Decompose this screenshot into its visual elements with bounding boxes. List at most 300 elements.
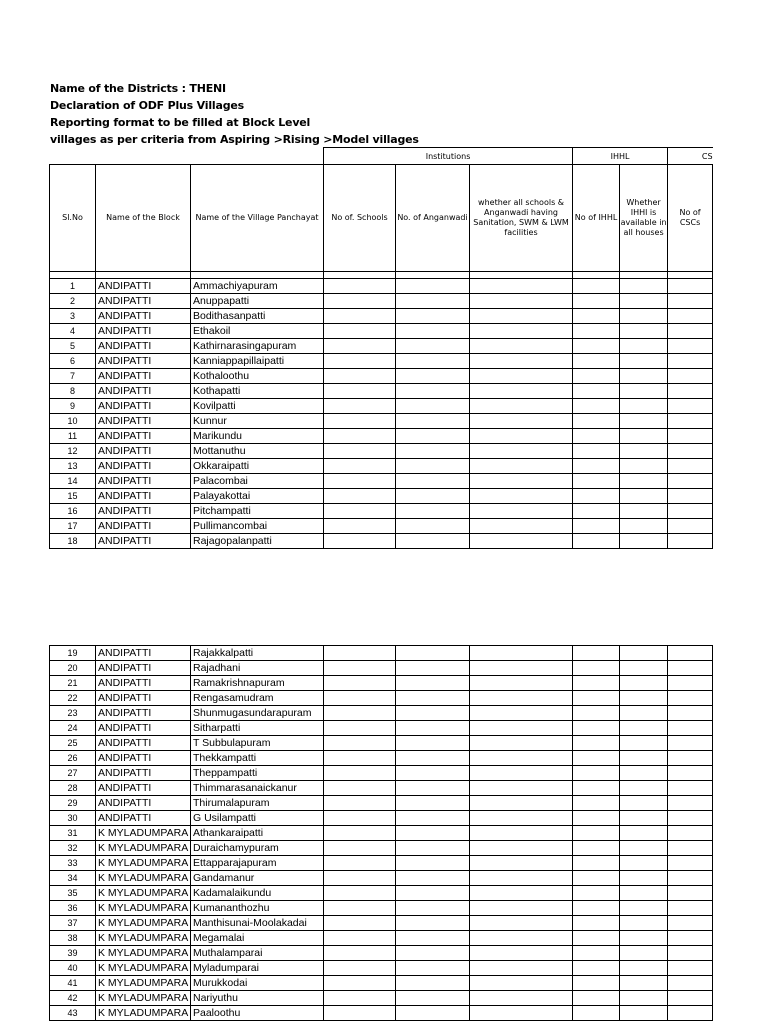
table-row [50, 429, 713, 444]
cell-block: ANDIPATTI [96, 444, 191, 459]
cell-empty[interactable] [470, 691, 573, 706]
cell-empty[interactable] [573, 961, 620, 976]
cell-empty[interactable] [668, 736, 713, 751]
cell-village: T Subbulapuram [191, 736, 324, 751]
cell-empty[interactable] [668, 444, 713, 459]
cell-empty[interactable] [668, 991, 713, 1006]
cell-empty[interactable] [620, 946, 668, 961]
cell-empty[interactable] [573, 504, 620, 519]
cell-empty[interactable] [668, 354, 713, 369]
cell-empty[interactable] [396, 399, 470, 414]
cell-empty[interactable] [573, 811, 620, 826]
cell-empty[interactable] [668, 706, 713, 721]
cell-empty[interactable] [573, 429, 620, 444]
cell-empty[interactable] [470, 504, 573, 519]
cell-empty[interactable] [396, 856, 470, 871]
cell-empty[interactable] [573, 691, 620, 706]
cell-block: ANDIPATTI [96, 354, 191, 369]
cell-empty[interactable] [470, 354, 573, 369]
cell-empty[interactable] [620, 279, 668, 294]
cell-empty[interactable] [573, 369, 620, 384]
cell-empty[interactable] [668, 399, 713, 414]
cell-empty[interactable] [573, 931, 620, 946]
cell-empty[interactable] [668, 414, 713, 429]
cell-empty[interactable] [668, 691, 713, 706]
cell-empty[interactable] [470, 399, 573, 414]
cell-empty[interactable] [620, 886, 668, 901]
cell-empty[interactable] [573, 489, 620, 504]
cell-empty[interactable] [470, 721, 573, 736]
cell-empty[interactable] [396, 961, 470, 976]
cell-empty[interactable] [324, 474, 396, 489]
cell-empty[interactable] [470, 474, 573, 489]
table-row [50, 489, 713, 504]
cell-empty[interactable] [324, 931, 396, 946]
cell-empty[interactable] [324, 961, 396, 976]
cell-empty[interactable] [668, 976, 713, 991]
cell-empty[interactable] [324, 354, 396, 369]
cell-village: Sitharpatti [191, 721, 324, 736]
cell-empty[interactable] [470, 976, 573, 991]
cell-block: ANDIPATTI [96, 534, 191, 549]
cell-empty[interactable] [573, 946, 620, 961]
cell-empty[interactable] [573, 856, 620, 871]
cell-empty[interactable] [573, 279, 620, 294]
cell-empty[interactable] [470, 324, 573, 339]
cell-empty[interactable] [668, 429, 713, 444]
cell-empty[interactable] [470, 534, 573, 549]
cell-empty[interactable] [668, 534, 713, 549]
cell-empty[interactable] [620, 504, 668, 519]
cell-empty[interactable] [324, 519, 396, 534]
cell-empty[interactable] [324, 901, 396, 916]
cell-empty[interactable] [668, 751, 713, 766]
cell-empty[interactable] [620, 796, 668, 811]
cell-empty[interactable] [620, 856, 668, 871]
cell-empty[interactable] [324, 991, 396, 1006]
cell-empty[interactable] [620, 309, 668, 324]
cell-empty[interactable] [668, 459, 713, 474]
cell-village: Bodithasanpatti [191, 309, 324, 324]
cell-empty[interactable] [620, 781, 668, 796]
cell-empty[interactable] [668, 369, 713, 384]
cell-empty[interactable] [396, 339, 470, 354]
cell-empty[interactable] [470, 444, 573, 459]
cell-empty[interactable] [470, 916, 573, 931]
cell-empty[interactable] [620, 826, 668, 841]
cell-empty[interactable] [620, 976, 668, 991]
cell-empty[interactable] [573, 1006, 620, 1021]
cell-empty[interactable] [573, 519, 620, 534]
cell-empty[interactable] [668, 901, 713, 916]
cell-empty[interactable] [470, 706, 573, 721]
cell-empty[interactable] [396, 369, 470, 384]
cell-empty[interactable] [668, 474, 713, 489]
cell-empty[interactable] [573, 916, 620, 931]
table-row [50, 279, 713, 294]
cell-empty[interactable] [396, 811, 470, 826]
cell-empty[interactable] [396, 504, 470, 519]
cell-block: K MYLADUMPARA [96, 841, 191, 856]
cell-empty[interactable] [324, 309, 396, 324]
table-row [50, 474, 713, 489]
cell-empty[interactable] [396, 354, 470, 369]
cell-empty[interactable] [324, 796, 396, 811]
cell-empty[interactable] [396, 766, 470, 781]
cell-empty[interactable] [396, 444, 470, 459]
cell-empty[interactable] [324, 706, 396, 721]
cell-empty[interactable] [396, 324, 470, 339]
cell-empty[interactable] [668, 504, 713, 519]
cell-empty[interactable] [620, 489, 668, 504]
cell-empty[interactable] [396, 676, 470, 691]
cell-empty[interactable] [620, 991, 668, 1006]
cell-slno: 8 [50, 384, 96, 399]
cell-empty[interactable] [396, 309, 470, 324]
cell-empty[interactable] [573, 751, 620, 766]
cell-empty[interactable] [668, 646, 713, 661]
cell-empty[interactable] [396, 459, 470, 474]
cell-empty[interactable] [573, 354, 620, 369]
cell-empty[interactable] [573, 459, 620, 474]
table-row [50, 504, 713, 519]
cell-empty[interactable] [470, 339, 573, 354]
cell-empty[interactable] [620, 414, 668, 429]
cell-empty[interactable] [620, 474, 668, 489]
cell-empty[interactable] [620, 661, 668, 676]
cell-empty[interactable] [396, 931, 470, 946]
cell-slno: 41 [50, 976, 96, 991]
cell-empty[interactable] [620, 534, 668, 549]
cell-empty[interactable] [620, 429, 668, 444]
cell-empty[interactable] [620, 444, 668, 459]
cell-village: Kovilpatti [191, 399, 324, 414]
cell-block: ANDIPATTI [96, 384, 191, 399]
cell-empty[interactable] [396, 474, 470, 489]
cell-empty[interactable] [668, 1006, 713, 1021]
cell-empty[interactable] [470, 489, 573, 504]
cell-empty[interactable] [573, 646, 620, 661]
cell-empty[interactable] [668, 339, 713, 354]
cell-empty[interactable] [573, 886, 620, 901]
cell-empty[interactable] [396, 736, 470, 751]
cell-empty[interactable] [396, 414, 470, 429]
cell-empty[interactable] [668, 811, 713, 826]
cell-empty[interactable] [573, 309, 620, 324]
cell-empty[interactable] [620, 399, 668, 414]
cell-empty[interactable] [620, 706, 668, 721]
cell-village: Myladumparai [191, 961, 324, 976]
cell-empty[interactable] [573, 399, 620, 414]
cell-block: ANDIPATTI [96, 399, 191, 414]
cell-empty[interactable] [396, 661, 470, 676]
table-row [50, 856, 713, 871]
cell-empty[interactable] [324, 736, 396, 751]
cell-slno: 16 [50, 504, 96, 519]
cell-empty[interactable] [573, 444, 620, 459]
cell-empty[interactable] [668, 489, 713, 504]
cell-empty[interactable] [470, 279, 573, 294]
cell-empty[interactable] [470, 856, 573, 871]
cell-empty[interactable] [620, 676, 668, 691]
table-row [50, 369, 713, 384]
cell-empty[interactable] [324, 294, 396, 309]
cell-empty[interactable] [620, 916, 668, 931]
cell-empty[interactable] [620, 871, 668, 886]
cell-empty[interactable] [620, 691, 668, 706]
cell-empty[interactable] [620, 721, 668, 736]
cell-empty[interactable] [396, 826, 470, 841]
cell-empty[interactable] [324, 751, 396, 766]
cell-empty[interactable] [620, 811, 668, 826]
cell-empty[interactable] [668, 856, 713, 871]
cell-empty[interactable] [573, 841, 620, 856]
cell-empty[interactable] [573, 414, 620, 429]
cell-empty[interactable] [396, 1006, 470, 1021]
cell-empty[interactable] [573, 661, 620, 676]
cell-empty[interactable] [620, 354, 668, 369]
cell-empty[interactable] [668, 309, 713, 324]
cell-empty[interactable] [470, 429, 573, 444]
cell-slno: 10 [50, 414, 96, 429]
cell-empty[interactable] [470, 459, 573, 474]
cell-empty[interactable] [324, 691, 396, 706]
cell-empty[interactable] [470, 796, 573, 811]
cell-empty[interactable] [324, 384, 396, 399]
cell-empty[interactable] [324, 766, 396, 781]
cell-empty[interactable] [396, 534, 470, 549]
col-header-facilities: whether all schools & Anganwadi having Sanitation, SWM & LWM facilities [470, 165, 573, 272]
cell-empty[interactable] [573, 676, 620, 691]
cell-empty[interactable] [396, 871, 470, 886]
cell-empty[interactable] [573, 871, 620, 886]
table-row [50, 324, 713, 339]
table-row [50, 676, 713, 691]
cell-empty[interactable] [324, 459, 396, 474]
cell-empty[interactable] [668, 841, 713, 856]
cell-empty[interactable] [470, 384, 573, 399]
cell-empty[interactable] [668, 826, 713, 841]
cell-empty[interactable] [396, 991, 470, 1006]
cell-empty[interactable] [620, 294, 668, 309]
cell-empty[interactable] [324, 339, 396, 354]
cell-empty[interactable] [324, 489, 396, 504]
cell-empty[interactable] [324, 1006, 396, 1021]
group-header-ihhl: IHHL [573, 148, 668, 165]
cell-empty[interactable] [324, 661, 396, 676]
cell-empty[interactable] [573, 534, 620, 549]
cell-empty[interactable] [573, 384, 620, 399]
cell-empty[interactable] [668, 721, 713, 736]
group-header-csc: CS [668, 148, 713, 165]
cell-empty[interactable] [396, 519, 470, 534]
cell-empty[interactable] [620, 339, 668, 354]
cell-village: Ethakoil [191, 324, 324, 339]
cell-empty[interactable] [396, 721, 470, 736]
cell-empty[interactable] [668, 961, 713, 976]
cell-empty[interactable] [668, 781, 713, 796]
cell-empty[interactable] [573, 339, 620, 354]
cell-empty[interactable] [573, 901, 620, 916]
cell-empty[interactable] [396, 886, 470, 901]
cell-empty[interactable] [620, 324, 668, 339]
cell-empty[interactable] [470, 646, 573, 661]
cell-empty[interactable] [620, 646, 668, 661]
cell-empty[interactable] [324, 856, 396, 871]
cell-empty[interactable] [324, 841, 396, 856]
cell-empty[interactable] [620, 766, 668, 781]
cell-empty[interactable] [470, 886, 573, 901]
cell-empty[interactable] [470, 519, 573, 534]
cell-empty[interactable] [324, 976, 396, 991]
cell-empty[interactable] [396, 279, 470, 294]
cell-empty[interactable] [573, 796, 620, 811]
cell-empty[interactable] [396, 489, 470, 504]
table-row [50, 976, 713, 991]
cell-village: Mottanuthu [191, 444, 324, 459]
cell-empty[interactable] [573, 721, 620, 736]
cell-empty[interactable] [324, 826, 396, 841]
cell-empty[interactable] [470, 961, 573, 976]
cell-empty[interactable] [396, 751, 470, 766]
cell-slno: 31 [50, 826, 96, 841]
cell-empty[interactable] [396, 916, 470, 931]
cell-empty[interactable] [470, 751, 573, 766]
cell-empty[interactable] [324, 886, 396, 901]
cell-empty[interactable] [396, 646, 470, 661]
cell-empty[interactable] [470, 736, 573, 751]
cell-empty[interactable] [324, 871, 396, 886]
cell-empty[interactable] [470, 369, 573, 384]
cell-empty[interactable] [668, 519, 713, 534]
cell-empty[interactable] [324, 916, 396, 931]
cell-empty[interactable] [573, 736, 620, 751]
cell-empty[interactable] [396, 781, 470, 796]
cell-empty[interactable] [668, 766, 713, 781]
cell-empty[interactable] [470, 871, 573, 886]
cell-empty[interactable] [470, 931, 573, 946]
cell-empty[interactable] [396, 706, 470, 721]
cell-empty[interactable] [620, 961, 668, 976]
cell-empty[interactable] [324, 646, 396, 661]
cell-slno: 25 [50, 736, 96, 751]
cell-slno: 26 [50, 751, 96, 766]
cell-empty[interactable] [620, 369, 668, 384]
cell-empty[interactable] [470, 826, 573, 841]
cell-empty[interactable] [573, 991, 620, 1006]
cell-empty[interactable] [324, 676, 396, 691]
cell-empty[interactable] [396, 796, 470, 811]
table-row [50, 871, 713, 886]
cell-empty[interactable] [668, 279, 713, 294]
cell-empty[interactable] [324, 429, 396, 444]
cell-empty[interactable] [470, 991, 573, 1006]
cell-empty[interactable] [470, 811, 573, 826]
cell-empty[interactable] [620, 384, 668, 399]
table-row [50, 444, 713, 459]
cell-empty[interactable] [470, 946, 573, 961]
cell-empty[interactable] [668, 661, 713, 676]
cell-empty[interactable] [668, 886, 713, 901]
cell-empty[interactable] [668, 384, 713, 399]
cell-empty[interactable] [668, 916, 713, 931]
cell-empty[interactable] [620, 931, 668, 946]
cell-empty[interactable] [470, 1006, 573, 1021]
cell-slno: 43 [50, 1006, 96, 1021]
cell-empty[interactable] [470, 661, 573, 676]
cell-empty[interactable] [396, 946, 470, 961]
cell-empty[interactable] [620, 1006, 668, 1021]
cell-empty[interactable] [470, 414, 573, 429]
col-header-ihhl-available: Whether IHHl is available in all houses [620, 165, 668, 272]
cell-empty[interactable] [396, 901, 470, 916]
cell-empty[interactable] [668, 294, 713, 309]
cell-empty[interactable] [573, 976, 620, 991]
cell-empty[interactable] [573, 766, 620, 781]
cell-empty[interactable] [620, 841, 668, 856]
cell-empty[interactable] [324, 324, 396, 339]
cell-empty[interactable] [470, 309, 573, 324]
cell-empty[interactable] [573, 324, 620, 339]
cell-empty[interactable] [470, 841, 573, 856]
cell-empty[interactable] [396, 294, 470, 309]
cell-empty[interactable] [324, 721, 396, 736]
cell-empty[interactable] [470, 901, 573, 916]
cell-empty[interactable] [396, 691, 470, 706]
cell-empty[interactable] [668, 946, 713, 961]
cell-empty[interactable] [396, 384, 470, 399]
cell-empty[interactable] [324, 279, 396, 294]
cell-block: ANDIPATTI [96, 706, 191, 721]
cell-empty[interactable] [620, 736, 668, 751]
cell-empty[interactable] [620, 459, 668, 474]
cell-empty[interactable] [396, 841, 470, 856]
cell-empty[interactable] [668, 931, 713, 946]
cell-empty[interactable] [324, 781, 396, 796]
cell-empty[interactable] [324, 369, 396, 384]
cell-empty[interactable] [324, 811, 396, 826]
cell-empty[interactable] [668, 676, 713, 691]
cell-empty[interactable] [573, 781, 620, 796]
cell-empty[interactable] [324, 504, 396, 519]
cell-village: Thimmarasanaickanur [191, 781, 324, 796]
cell-empty[interactable] [668, 871, 713, 886]
cell-empty[interactable] [573, 826, 620, 841]
cell-empty[interactable] [668, 324, 713, 339]
cell-empty[interactable] [324, 444, 396, 459]
cell-empty[interactable] [470, 781, 573, 796]
cell-empty[interactable] [470, 676, 573, 691]
cell-empty[interactable] [396, 976, 470, 991]
cell-empty[interactable] [324, 946, 396, 961]
cell-empty[interactable] [573, 706, 620, 721]
cell-empty[interactable] [324, 399, 396, 414]
table-row [50, 946, 713, 961]
cell-empty[interactable] [470, 294, 573, 309]
cell-empty[interactable] [620, 901, 668, 916]
cell-empty[interactable] [668, 796, 713, 811]
cell-empty[interactable] [620, 751, 668, 766]
cell-empty[interactable] [470, 766, 573, 781]
cell-empty[interactable] [620, 519, 668, 534]
cell-empty[interactable] [573, 474, 620, 489]
cell-empty[interactable] [573, 294, 620, 309]
cell-empty[interactable] [324, 534, 396, 549]
cell-empty[interactable] [396, 429, 470, 444]
cell-village: Palacombai [191, 474, 324, 489]
cell-slno: 37 [50, 916, 96, 931]
cell-empty[interactable] [324, 414, 396, 429]
